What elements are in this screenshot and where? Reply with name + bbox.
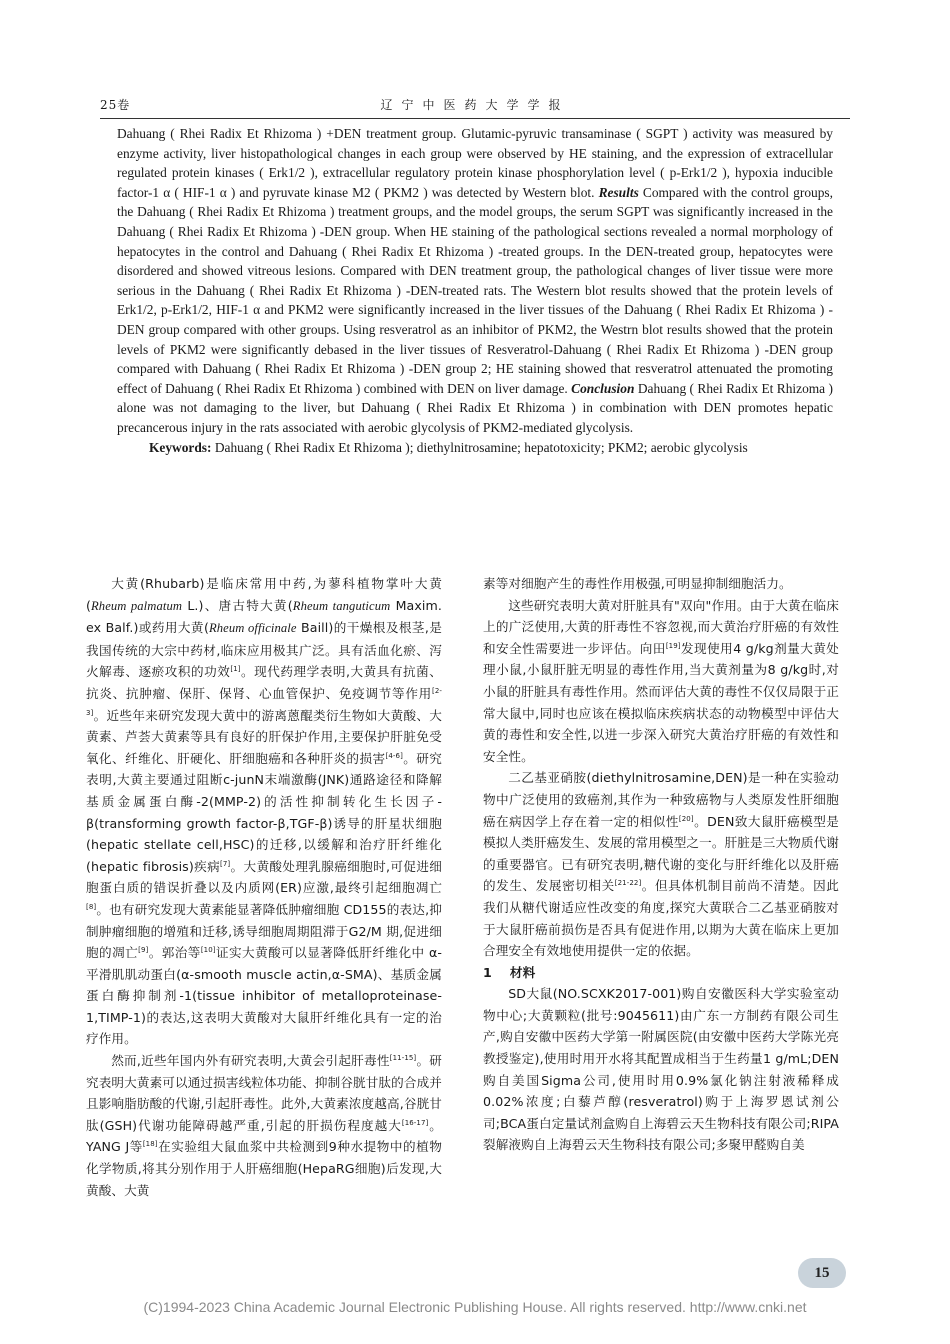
keywords-text: Dahuang ( Rhei Radix Et Rhizoma ); diethylnitrosamine; hepatotoxicity; PKM2; aerobic glycolysis [214,439,748,455]
journal-title: 辽宁中医药大学学报 [380,98,570,112]
running-header [100,96,850,116]
citation: [21-22] [614,879,642,888]
citation: [19] [665,641,681,650]
abstract-conclusion-text: Dahuang ( Rhei Radix Et Rhizoma ) alone was not damaging to the liver, but Dahuang ( Rhei Radix Et Rhizoma ) in combination with DEN promotes hepatic precancerous injury in the rats associated with aerobic glycolysis of PKM2-mediated glycolysis. [117,380,833,435]
left-column [86,573,442,1201]
citation: [20] [678,814,694,823]
citation: [1] [230,665,241,674]
volume-label: 25卷 [100,98,131,112]
section-title: 材料 [509,964,536,980]
body-paragraph: 然而,近些年国内外有研究表明,大黄会引起肝毒性[11-15]。研究表明大黄素可以通过损害线粒体功能、抑制谷胱甘肽的合成并且影响脂肪酸的代谢,引起肝毒性。此外,大黄素浓度越高,谷胱甘肽(GSH)代谢功能障碍越严重,引起的肝损伤程度越大[16-17]。YANG J等[18]在实验组大鼠血浆中共检测到9种水提物中的植物化学物质,将其分别作用于人肝癌细胞(HepaRG细胞)后发现,大黄酸、大黄 [86,1053,442,1198]
citation: [4-6] [385,751,403,760]
citation: [7] [220,859,231,868]
citation: [18] [142,1140,158,1149]
english-abstract [117,124,833,457]
citation: [2-3] [86,686,442,717]
results-label: Results [598,184,639,200]
section-heading [483,962,839,984]
keywords-line [117,438,833,458]
body-paragraph: SD大鼠(NO.SCXK2017-001)购自安徽医科大学实验室动物中心;大黄颗粒(批号:9045611)由广东一方制药有限公司生产,购自安徽中医药大学第一附属医院(由安徽中医药大学陈光亮教授鉴定),使用时用开水将其配置成相当于生药量1 g/mL;DEN购自美国Sigma公司,使用时用0.9%氯化钠注射液稀释成0.02%浓度;白藜芦醇(resveratrol)购于上海罗恩试剂公司;BCA蛋白定量试剂盒购自上海碧云天生物科技有限公司;RIPA裂解液购自上海碧云天生物科技有限公司;多聚甲醛购自美 [483,986,839,1153]
keywords-label: Keywords: [149,439,212,455]
body-paragraph-continued: 素等对细胞产生的毒性作用极强,可明显抑制细胞活力。 [483,576,792,591]
body-paragraph: 这些研究表明大黄对肝脏具有"双向"作用。由于大黄在临床上的广泛使用,大黄的肝毒性不容忽视,而大黄治疗肝癌的有效性和安全性需要进一步评估。向田[19]发现使用4 g/kg剂量大黄处理小鼠,小鼠肝脏无明显的毒性作用,当大黄剂量为8 g/kg时,对小鼠的肝脏具有毒性作用。然而评估大黄的毒性不仅仅局限于正常大鼠中,同时也应该在模拟临床疾病状态的动物模型中评估大黄的毒性和安全性,以进一步深入研究大黄治疗肝癌的有效性和安全性。 [483,597,840,764]
conclusion-label: Conclusion [571,380,635,396]
abstract-results-text: Compared with the control groups, the Dahuang ( Rhei Radix Et Rhizoma ) treatment groups, and the model groups, the serum SGPT was significantly increased in the Dahuang ( Rhei Radix Et Rhizoma ) -DEN group. When HE staining of the pathological sections revealed a normal morphology of hepatocytes in the control and Dahuang ( Rhei Radix Et Rhizoma ) -treated groups. In the DEN-treated group, hepatocytes were disordered and showed vitreous lesions. Compared with DEN treatment group, the pathological changes of liver tissue were more serious in the Dahuang ( Rhei Radix Et Rhizoma ) -DEN-treated rats. The Western blot results showed that the protein levels of Erk1/2, p-Erk1/2, HIF-1 α and PKM2 were significantly increased in the liver tissues of the Dahuang ( Rhei Radix Et Rhizoma ) -DEN group compared with other groups. Using resveratrol as an inhibitor of PKM2, the Westrn blot results showed that the protein levels of PKM2 were significantly debased in the liver tissues of Resveratrol-Dahuang ( Rhei Radix Et Rhizoma ) -DEN group compared with Dahuang ( Rhei Radix Et Rhizoma ) -DEN group 2; HE staining showed that resveratrol attenuated the promoting effect of Dahuang ( Rhei Radix Et Rhizoma ) combined with DEN on liver damage. [117,184,833,396]
page-number: 15 [798,1258,846,1288]
section-number: 1 [483,964,492,980]
body-paragraph: 大黄(Rhubarb)是临床常用中药,为蓼科植物掌叶大黄(Rheum palmatum L.)、唐古特大黄(Rheum tanguticum Maxim. ex Balf.)或药用大黄(Rheum officinale Baill)的干燥根及根茎,是我国传统的大宗中药材,临床应用极其广泛。具有活血化瘀、泻火解毒、逐瘀攻积的功效[1]。现代药理学表明,大黄具有抗菌、抗炎、抗肿瘤、保肝、保肾、心血管保护、免疫调节等作用[2-3]。近些年来研究发现大黄中的游离蒽醌类衍生物如大黄酸、大黄素、芦荟大黄素等具有良好的肝保护作用,主要保护肝脏免受氧化、纤维化、肝硬化、肝细胞癌和各种肝炎的损害[4-6]。研究表明,大黄主要通过阻断c-junN末端激酶(JNK)通路途径和降解基质金属蛋白酶-2(MMP-2)的活性抑制转化生长因子-β(transforming growth factor-β,TGF-β)诱导的肝星状细胞(hepatic stellate cell,HSC)的迁移,以缓解和治疗肝纤维化(hepatic fibrosis)疾病[7]。大黄酸处理乳腺癌细胞时,可促进细胞蛋白质的错误折叠以及内质网(ER)应激,最终引起细胞凋亡[8]。也有研究发现大黄素能显著降低肿瘤细胞 CD155的表达,抑制肿瘤细胞的增殖和迁移,诱导细胞周期阻滞于G2/M 期,促进细胞的凋亡[9]。郭治等[10]证实大黄酸可以显著降低肝纤维化中 α-平滑肌肌动蛋白(α-smooth muscle actin,α-SMA)、基质金属蛋白酶抑制剂-1(tissue inhibitor of metalloproteinase-1,TIMP-1)的表达,这表明大黄酸对大鼠肝纤维化具有一定的治疗作用。 [86,576,443,1047]
header-rule [100,118,850,119]
citation: [10] [200,945,216,954]
citation: [8] [86,902,97,911]
right-column [483,573,839,1156]
copyright-footer: (C)1994-2023 China Academic Journal Electronic Publishing House. All rights reserved. http://www.cnki.net [143,1299,807,1315]
citation: [9] [138,945,149,954]
citation: [16-17] [401,1118,429,1127]
abstract-methods-text: Dahuang ( Rhei Radix Et Rhizoma ) +DEN treatment group. Glutamic-pyruvic transaminase ( SGPT ) activity was measured by enzyme activity, liver histopathological changes in each group were observed by HE staining, and the expression of extracellular regulated protein kinases ( Erk1/2 ), extracellular regulatory protein kinase phosphorylation level ( p-Erk1/2 ), hypoxia inducible factor-1 α ( HIF-1 α ) and pyruvate kinase M2 ( PKM2 ) was detected by Western blot. [117,126,833,200]
body-paragraph: 二乙基亚硝胺(diethylnitrosamine,DEN)是一种在实验动物中广泛使用的致癌剂,其作为一种致癌物与人类原发性肝细胞癌在病因学上存在着一定的相似性[20]。DEN致大鼠肝癌模型是模拟人类肝癌发生、发展的常用模型之一。肝脏是三大物质代谢的重要器官。已有研究表明,糖代谢的变化与肝纤维化以及肝癌的发生、发展密切相关[21-22]。但具体机制目前尚不清楚。因此我们从糖代谢适应性改变的角度,探究大黄联合二乙基亚硝胺对于大鼠肝癌前损伤是否具有促进作用,以期为大黄在临床上更加合理安全有效地使用提供一定的依据。 [483,770,840,959]
citation: [11-15] [389,1053,417,1062]
